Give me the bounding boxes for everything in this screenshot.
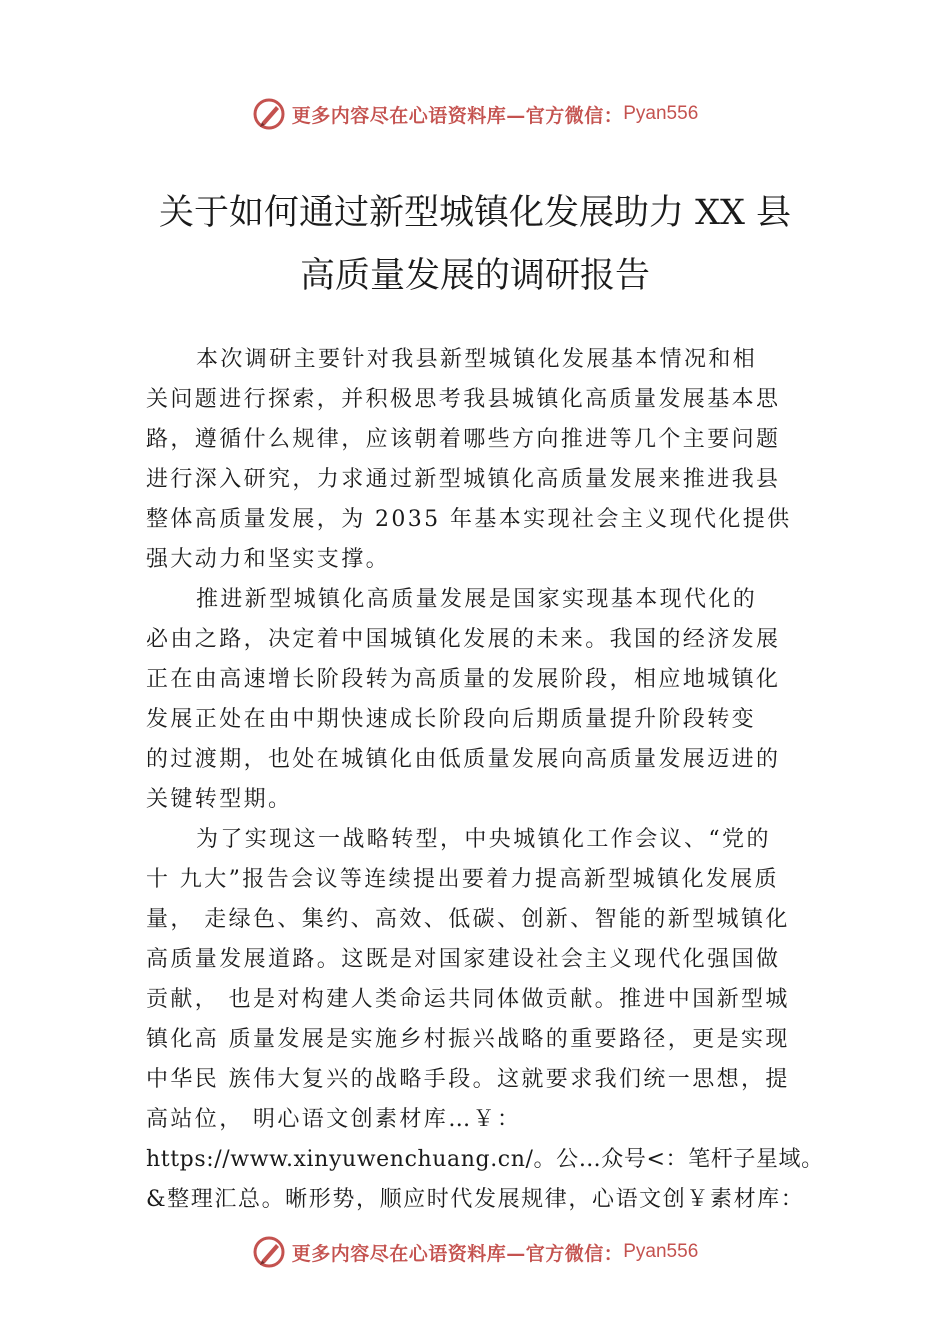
text-line: 正在由高速增长阶段转为高质量的发展阶段，相应地城镇化 <box>146 667 781 692</box>
text-line: 高质量发展道路。这既是对国家建设社会主义现代化强国做 <box>146 947 781 972</box>
footer-banner <box>0 1232 950 1272</box>
text-line: 本次调研主要针对我县新型城镇化发展基本情况和相 <box>196 347 758 372</box>
pen-logo-icon <box>252 1235 286 1269</box>
text-line: 量， 走绿色、集约、高效、低碳、创新、智能的新型城镇化 <box>146 907 790 932</box>
text-line: 十 九大”报告会议等连续提出要着力提高新型城镇化发展质 <box>146 867 780 892</box>
text-line: 镇化高 质量发展是实施乡村振兴战略的重要路径，更是实现 <box>146 1027 790 1052</box>
header-banner <box>0 94 950 134</box>
url-line: https://www.xinyuwenchuang.cn/。公…众号<：笔杆子星域。 <box>146 1147 824 1172</box>
document-body <box>146 340 826 1220</box>
text-line: 发展正处在由中期快速成长阶段向后期质量提升阶段转变 <box>146 707 757 732</box>
text-line: 为了实现这一战略转型，中央城镇化工作会议、“党的 <box>196 827 771 852</box>
text-line: 贡献， 也是对构建人类命运共同体做贡献。推进中国新型城 <box>146 987 790 1012</box>
pen-logo-icon <box>252 97 286 131</box>
text-line: 的过渡期，也处在城镇化由低质量发展向高质量发展迈进的 <box>146 747 781 772</box>
text-line: 推进新型城镇化高质量发展是国家实现基本现代化的 <box>196 587 758 612</box>
document-title-line-2: 高质量发展的调研报告 <box>299 256 650 296</box>
text-line: 关键转型期。 <box>146 787 293 812</box>
text-line: 路，遵循什么规律，应该朝着哪些方向推进等几个主要问题 <box>146 427 781 452</box>
wechat-id: Pyan556 <box>623 1241 699 1262</box>
text-line: 中华民 族伟大复兴的战略手段。这就要求我们统一思想，提 <box>146 1067 790 1092</box>
text-line: 整体高质量发展，为 2035 年基本实现社会主义现代化提供 <box>146 507 792 532</box>
text-line: &整理汇总。晰形势，顺应时代发展规律，心语文创￥素材库： <box>146 1187 805 1212</box>
document-title-line-1: 关于如何通过新型城镇化发展助力 XX 县 <box>158 193 792 233</box>
wechat-id: Pyan556 <box>623 103 699 124</box>
text-line: 关问题进行探索，并积极思考我县城镇化高质量发展基本思 <box>146 387 781 412</box>
text-line: 进行深入研究，力求通过新型城镇化高质量发展来推进我县 <box>146 467 781 492</box>
text-line: 强大动力和坚实支撑。 <box>146 547 391 572</box>
banner-text: 更多内容尽在心语资料库—官方微信： <box>291 1242 624 1265</box>
text-line: 必由之路，决定着中国城镇化发展的未来。我国的经济发展 <box>146 627 781 652</box>
banner-text: 更多内容尽在心语资料库—官方微信： <box>291 104 624 127</box>
text-line: 高站位， 明心语文创素材库…￥： <box>146 1107 522 1132</box>
